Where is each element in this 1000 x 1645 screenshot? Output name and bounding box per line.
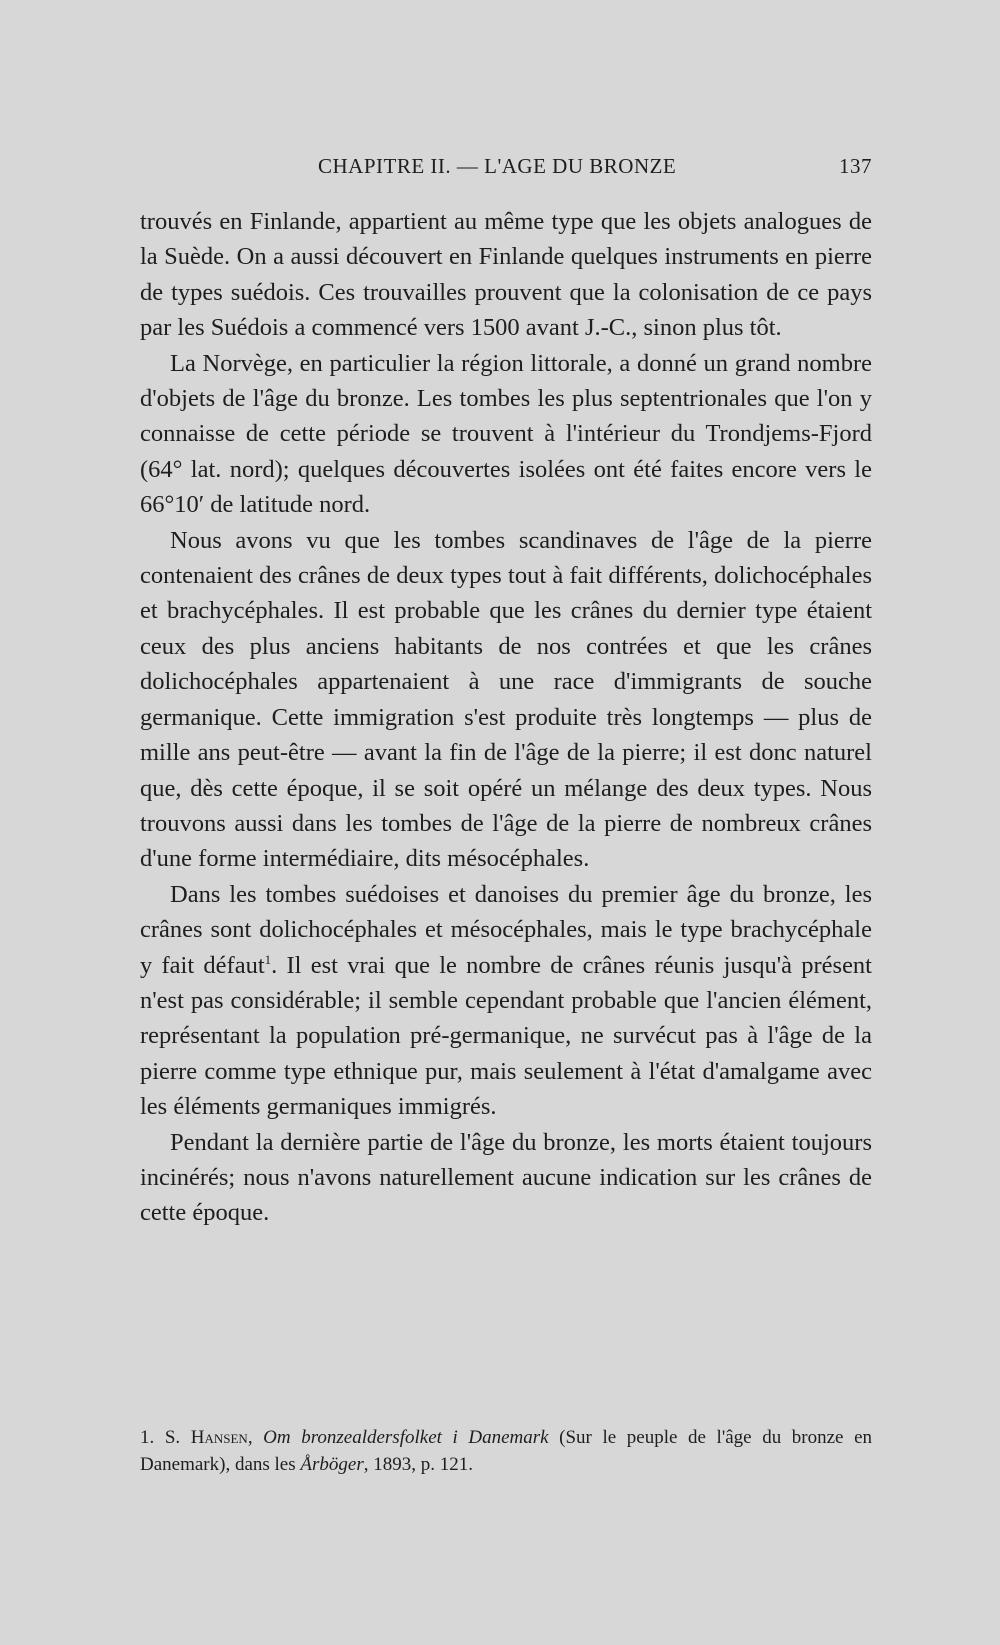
footnote-work-title: Om bronzealdersfolket i Danemark bbox=[263, 1427, 549, 1448]
paragraph-4-text-before-note: Dans les tombes suédoises et danoises du premier âge du bronze, les crânes sont dolichocéphales et mésocéphales, mais le type brachycéphale y fait défaut bbox=[140, 880, 872, 979]
footnote-author: S. Hansen bbox=[164, 1427, 248, 1448]
body-text bbox=[140, 204, 872, 1231]
footnote-citation-tail: , 1893, p. 121. bbox=[363, 1454, 473, 1475]
paragraph-2: La Norvège, en particulier la région littorale, a donné un grand nombre d'objets de l'âge du bronze. Les tombes les plus septentrionales que l'on y connaisse de cette période se trouvent à l'intérieur du Trondjems-Fjord (64° lat. nord); quelques découvertes isolées ont été faites encore vers le 66°10′ de latitude nord. bbox=[140, 349, 872, 519]
footnote: 1. S. Hansen, Om bronzealdersfolket i Danemark (Sur le peuple de l'âge du bronze en Danemark), dans les Årböger, 1893, p. 121. bbox=[140, 1427, 872, 1475]
paragraph-4-text-after-note: . Il est vrai que le nombre de crânes réunis jusqu'à présent n'est pas considérable; il semble cependant probable que l'ancien élément, représentant la population pré-germanique, ne survécut pas à l'âge de la pierre comme type ethnique pur, mais seulement à l'état d'amalgame avec les éléments germaniques immigrés. bbox=[140, 951, 872, 1121]
chapter-title: CHAPITRE II. — L'AGE DU BRONZE bbox=[318, 154, 677, 178]
footnote-reference[interactable]: 1 bbox=[264, 951, 272, 967]
paragraph-4 bbox=[140, 877, 872, 1125]
running-header bbox=[140, 154, 872, 184]
footnote-journal: Årböger bbox=[300, 1454, 364, 1475]
paragraph-1: trouvés en Finlande, appartient au même type que les objets analogues de la Suède. On a aussi découvert en Finlande quelques instruments en pierre de types suédois. Ces trouvailles prouvent que la colonisation de ce pays par les Suédois a commencé vers 1500 avant J.-C., sinon plus tôt. bbox=[140, 208, 872, 342]
footnote-number: 1. bbox=[140, 1427, 155, 1448]
paragraph-3: Nous avons vu que les tombes scandinaves de l'âge de la pierre contenaient des crânes de deux types tout à fait différents, dolichocéphales et brachycéphales. Il est probable que les crânes du dernier type étaient ceux des plus anciens habitants de nos contrées et que les crânes dolichocéphales appartenaient à une race d'immigrants de souche germanique. Cette immigration s'est produite très longtemps — plus de mille ans peut-être — avant la fin de l'âge de la pierre; il est donc naturel que, dès cette époque, il se soit opéré un mélange des deux types. Nous trouvons aussi dans les tombes de l'âge de la pierre de nombreux crânes d'une forme intermédiaire, dits mésocéphales. bbox=[140, 526, 872, 873]
paragraph-5: Pendant la dernière partie de l'âge du bronze, les morts étaient toujours incinérés; nous n'avons naturellement aucune indication sur les crânes de cette époque. bbox=[140, 1128, 872, 1227]
page-number: 137 bbox=[839, 154, 872, 178]
footnote-description: (Sur le peuple de l'âge du bronze en Danemark), dans les bbox=[140, 1427, 872, 1475]
